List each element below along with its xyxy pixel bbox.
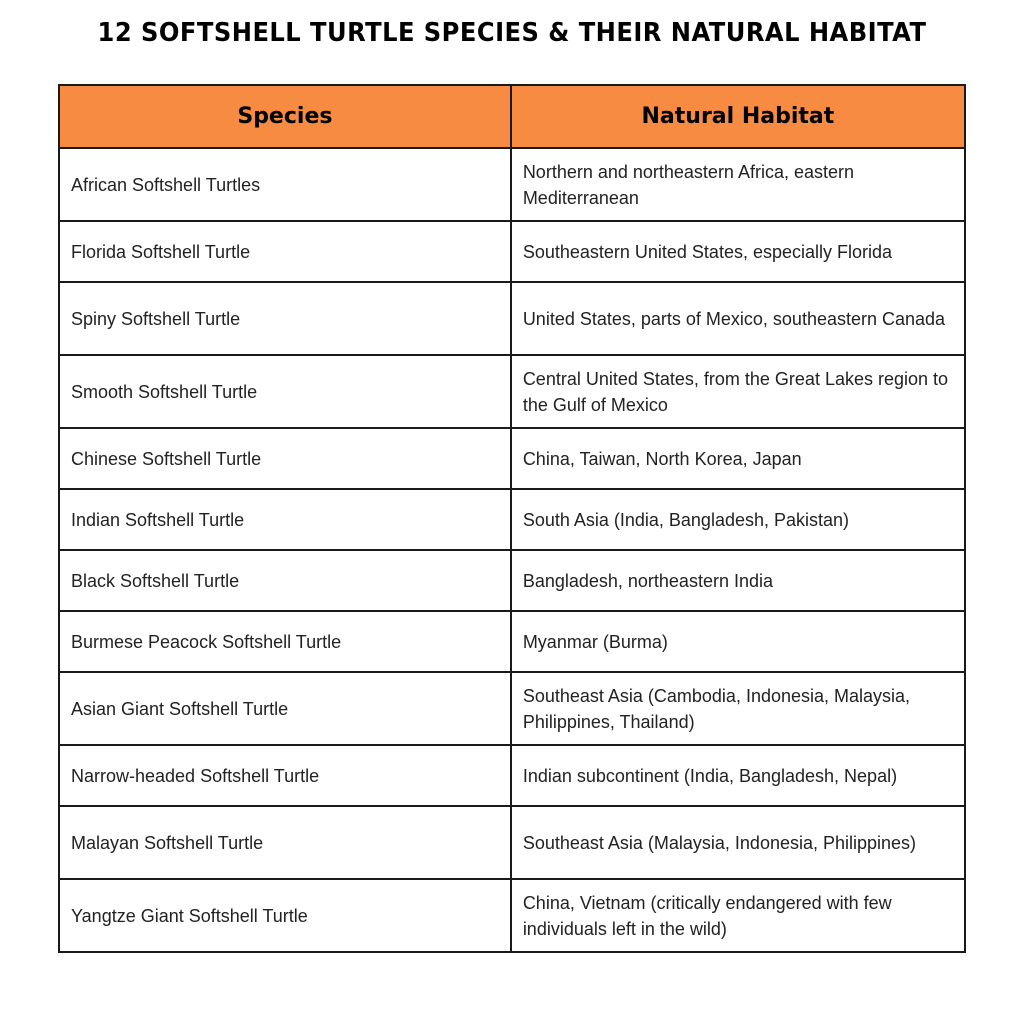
- habitat-cell: Southeast Asia (Cambodia, Indonesia, Malaysia, Philippines, Thailand): [511, 672, 965, 745]
- habitat-cell: Southeast Asia (Malaysia, Indonesia, Philippines): [511, 806, 965, 879]
- species-cell: Florida Softshell Turtle: [59, 221, 511, 282]
- species-cell: Black Softshell Turtle: [59, 550, 511, 611]
- habitat-cell: Northern and northeastern Africa, eastern Mediterranean: [511, 148, 965, 221]
- page-title: 12 SOFTSHELL TURTLE SPECIES & THEIR NATURAL HABITAT: [97, 18, 927, 48]
- habitat-cell: China, Taiwan, North Korea, Japan: [511, 428, 965, 489]
- table-row: [59, 221, 965, 282]
- species-cell: Yangtze Giant Softshell Turtle: [59, 879, 511, 952]
- table-row: [59, 148, 965, 221]
- species-cell: Narrow-headed Softshell Turtle: [59, 745, 511, 806]
- species-habitat-table: [58, 84, 966, 953]
- species-cell: Asian Giant Softshell Turtle: [59, 672, 511, 745]
- table-row: [59, 879, 965, 952]
- habitat-cell: Myanmar (Burma): [511, 611, 965, 672]
- species-cell: Malayan Softshell Turtle: [59, 806, 511, 879]
- table-row: [59, 806, 965, 879]
- table-row: [59, 745, 965, 806]
- habitat-cell: Bangladesh, northeastern India: [511, 550, 965, 611]
- species-cell: Indian Softshell Turtle: [59, 489, 511, 550]
- table-row: [59, 489, 965, 550]
- habitat-cell: Indian subcontinent (India, Bangladesh, Nepal): [511, 745, 965, 806]
- species-cell: Burmese Peacock Softshell Turtle: [59, 611, 511, 672]
- column-header-habitat: Natural Habitat: [511, 85, 965, 148]
- column-header-species: Species: [59, 85, 511, 148]
- table-row: [59, 611, 965, 672]
- habitat-cell: South Asia (India, Bangladesh, Pakistan): [511, 489, 965, 550]
- species-cell: Chinese Softshell Turtle: [59, 428, 511, 489]
- table-row: [59, 282, 965, 355]
- habitat-cell: Southeastern United States, especially Florida: [511, 221, 965, 282]
- table-row: [59, 550, 965, 611]
- species-cell: Smooth Softshell Turtle: [59, 355, 511, 428]
- table-row: [59, 428, 965, 489]
- table-header-row: [59, 85, 965, 148]
- habitat-cell: Central United States, from the Great Lakes region to the Gulf of Mexico: [511, 355, 965, 428]
- table-row: [59, 355, 965, 428]
- table-row: [59, 672, 965, 745]
- species-cell: Spiny Softshell Turtle: [59, 282, 511, 355]
- species-cell: African Softshell Turtles: [59, 148, 511, 221]
- habitat-cell: United States, parts of Mexico, southeastern Canada: [511, 282, 965, 355]
- habitat-cell: China, Vietnam (critically endangered with few individuals left in the wild): [511, 879, 965, 952]
